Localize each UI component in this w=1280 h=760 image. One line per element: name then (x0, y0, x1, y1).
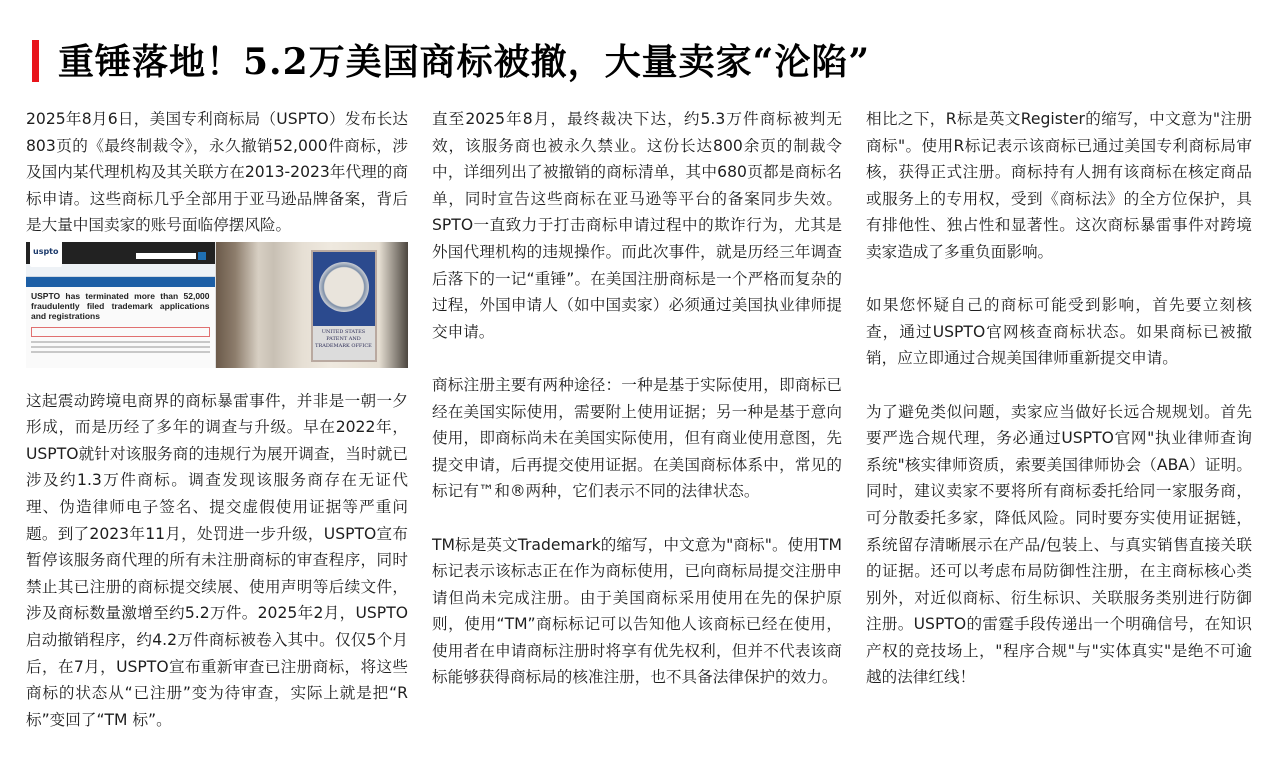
image-row (26, 242, 408, 368)
paragraph: 为了避免类似问题，卖家应当做好长远合规规划。首先要严选合规代理，务必通过USPTO官网"执业律师查询系统"核实律师资质，索要美国律师协会（ABA）证明。同时，建议卖家不要将所有商标委托给同一家服务商，可分散委托多家，降低风险。同时要夯实使用证据链，系统留存清晰展示在产品/包装上、与真实销售直接关联的证据。还可以考虑布局防御性注册，在主商标核心类别外，对近似商标、衍生标识、关联服务类别进行防御注册。USPTO的雷霆手段传递出一个明确信号，在知识产权的竞技场上，"程序合规"与"实体真实"是绝不可逾越的法律红线！ (866, 402, 1252, 687)
text-line (31, 351, 210, 353)
article-column-1 (26, 106, 408, 760)
search-icon (198, 252, 206, 260)
paragraph: 这起震动跨境电商界的商标暴雷事件，并非是一朝一夕形成，而是历经了多年的调查与升级。早在2022年，USPTO就针对该服务商的违规行为展开调查，当时就已涉及约1.3万件商标。调查发现该服务商存在无证代理、伪造律师电子签名、提交虚假使用证据等严重问题。到了2023年11月，处罚进一步升级，USPTO宣布暂停该服务商代理的所有未注册商标的审查程序，同时禁止其已注册的商标提交续展、使用声明等后续文件，涉及商标数量激增至约5.2万件。2025年2月，USPTO启动撤销程序，约4.2万件商标被卷入其中。仅仅5个月后，在7月，USPTO宣布重新审查已注册商标，将这些商标的状态从“已注册”变为待审查，实际上就是把“R 标”变回了“TM 标”。 (26, 391, 408, 729)
web-search-box (136, 253, 196, 259)
text-line (31, 341, 210, 343)
article-column-2 (432, 106, 842, 718)
highlight-box (31, 327, 210, 337)
web-breadcrumb (26, 277, 215, 287)
paragraph: 直至2025年8月，最终裁决下达，约5.3万件商标被判无效，该服务商也被永久禁业。这份长达800余页的制裁令中，详细列出了被撤销的商标清单，其中680页都是商标名单，同时宣告这些商标在亚马逊等平台的备案同步失效。SPTO一直致力于打击商标申请过程中的欺诈行为，尤其是外国代理机构的违规操作。而此次事件，就是历经三年调查后落下的一记“重锤”。在美国注册商标是一个严格而复杂的过程，外国申请人（如中国卖家）必须通过美国执业律师提交申请。 (432, 110, 842, 341)
sign-text: UNITED STATES PATENT AND TRADEMARK OFFICE (313, 326, 375, 360)
page-title: 重锤落地！5.2万美国商标被撤，大量卖家“沦陷” (58, 41, 871, 83)
article-column-3 (866, 106, 1252, 718)
paragraph: TM标是英文Trademark的缩写，中文意为"商标"。使用TM标记表示该标志正在作为商标使用，已向商标局提交注册申请但尚未完成注册。由于美国商标采用使用在先的保护原则，使用“TM”商标标记可以告知他人该商标已经在使用，使用者在申请商标注册时将享有优先权利，但并不代表该商标能够获得商标局的核准注册，也不具备法律保护的效力。 (432, 535, 842, 687)
uspto-seal-icon (319, 262, 369, 312)
paragraph: 相比之下，R标是英文Register的缩写，中文意为"注册商标"。使用R标记表示该商标已通过美国专利商标局审核，获得正式注册。商标持有人拥有该商标在核定商品或服务上的专用权，受到《商标法》的全方位保护，具有排他性、独占性和显著性。这次商标暴雷事件对跨境卖家造成了多重负面影响。 (866, 110, 1252, 261)
uspto-webpage-screenshot (26, 242, 216, 368)
sign-plate (311, 250, 377, 362)
uspto-building-sign-photo (216, 242, 409, 368)
paragraph: 如果您怀疑自己的商标可能受到影响，首先要立刻核查，通过USPTO官网核查商标状态。如果商标已被撤销，应立即通过合规美国律师重新提交申请。 (866, 296, 1252, 368)
uspto-logo: uspto (30, 242, 62, 267)
web-headline: USPTO has terminated more than 52,000 fraudulently filed trademark applications and registrations (31, 290, 210, 321)
title-accent-bar (32, 40, 39, 82)
text-line (31, 346, 210, 348)
paragraph: 2025年8月6日，美国专利商标局（USPTO）发布长达803页的《最终制裁令》，永久撤销52,000件商标，涉及国内某代理机构及其关联方在2013-2023年代理的商标申请。这些商标几乎全部用于亚马逊品牌备案，背后是大量中国卖家的账号面临停摆风险。 (26, 110, 408, 235)
paragraph: 商标注册主要有两种途径：一种是基于实际使用，即商标已经在美国实际使用，需要附上使用证据；另一种是基于意向使用，即商标尚未在美国实际使用，但有商业使用意图，先提交申请，后再提交使用证据。在美国商标体系中，常见的标记有™和®两种，它们表示不同的法律状态。 (432, 375, 842, 501)
